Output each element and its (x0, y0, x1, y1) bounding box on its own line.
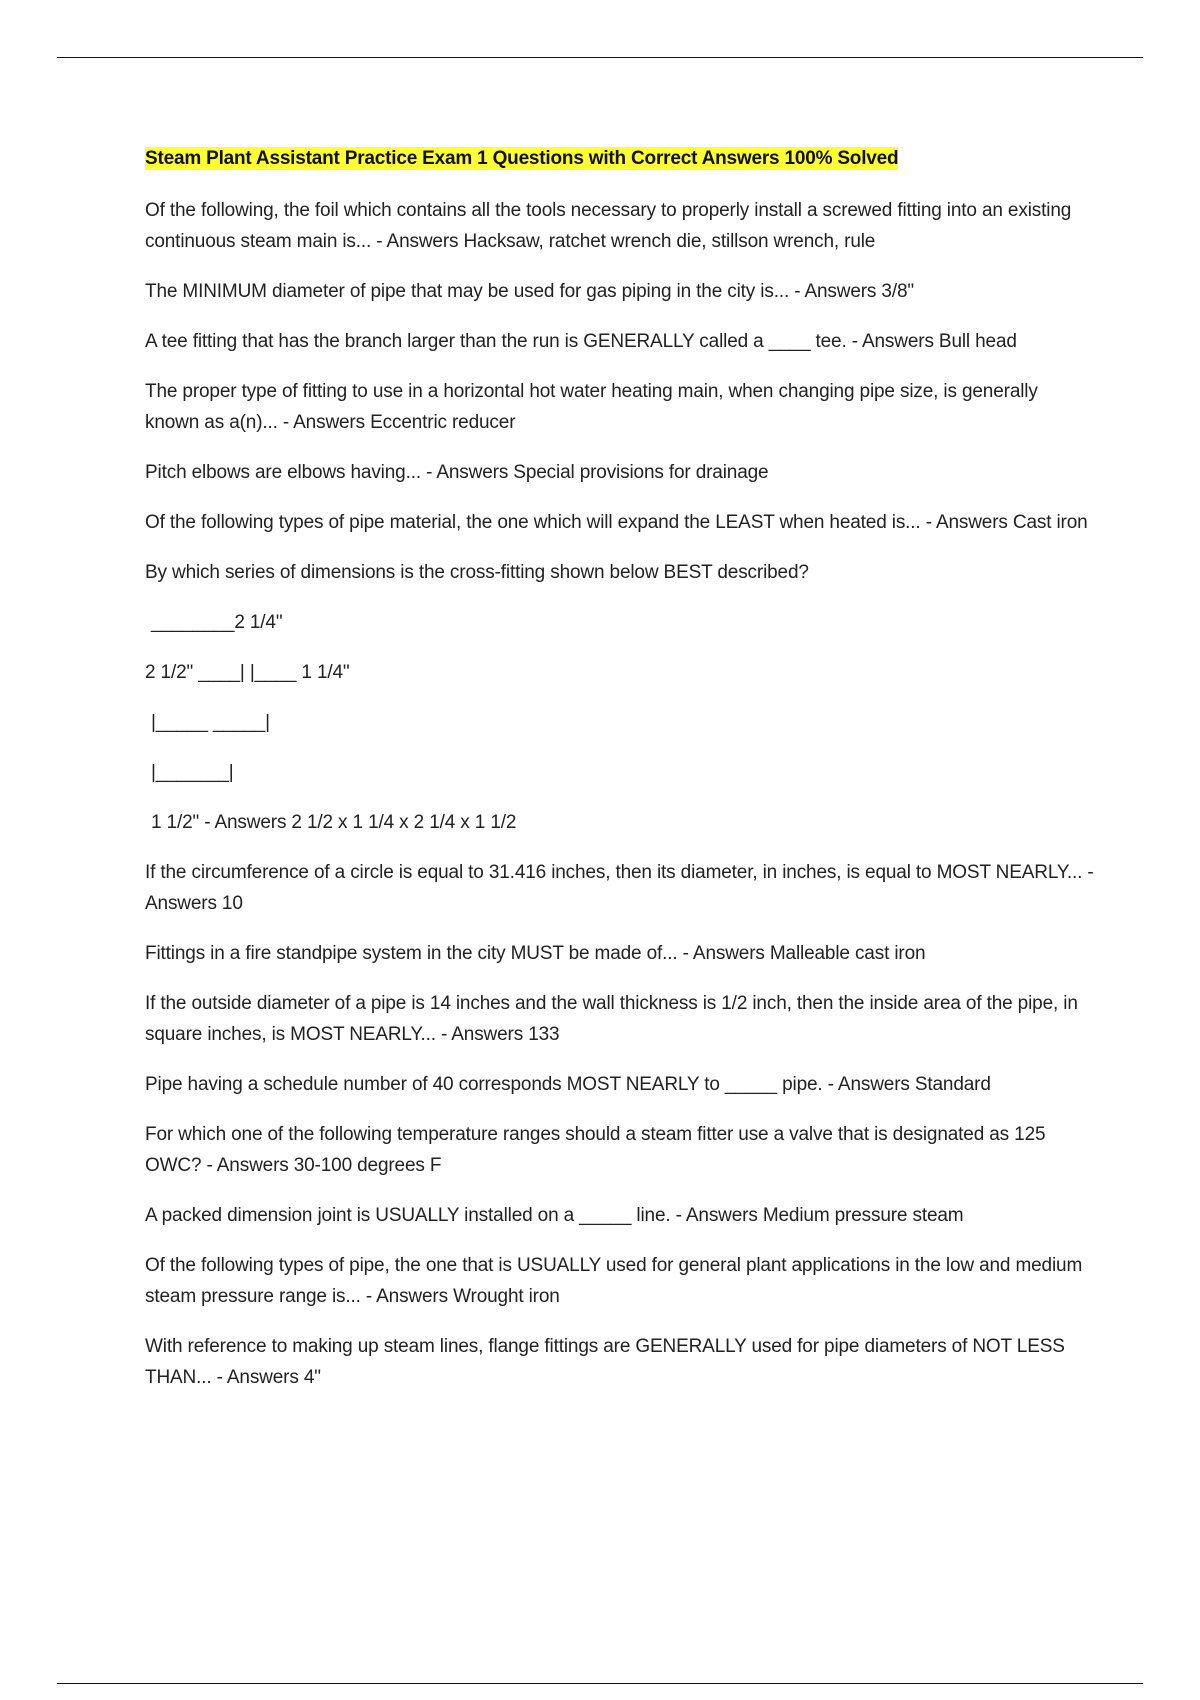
document-body (145, 145, 1095, 1412)
question-gas-pipe-diameter: The MINIMUM diameter of pipe that may be used for gas piping in the city is... - Answers 3/8" (145, 281, 914, 302)
question-pipe-expansion: Of the following types of pipe material, the one which will expand the LEAST when heated is... - Answers Cast iron (145, 512, 1088, 533)
document-title: Steam Plant Assistant Practice Exam 1 Questions with Correct Answers 100% Solved (145, 148, 899, 169)
title-line (145, 145, 1095, 173)
question-hot-water-fitting: The proper type of fitting to use in a horizontal hot water heating main, when changing pipe size, is generally known as a(n)... - Answers Eccentric reducer (145, 381, 1038, 433)
question-standpipe-fittings: Fittings in a fire standpipe system in the city MUST be made of... - Answers Malleable cast iron (145, 943, 926, 964)
question-valve-125-owc: For which one of the following temperature ranges should a steam fitter use a valve that is designated as 125 OWC? - Answers 30-100 degrees F (145, 1124, 1046, 1176)
question-inside-area: If the outside diameter of a pipe is 14 inches and the wall thickness is 1/2 inch, then the inside area of the pipe, in square inches, is MOST NEARLY... - Answers 133 (145, 993, 1078, 1045)
header-rule (57, 57, 1143, 58)
cross-fitting-diagram-line-2: 2 1/2" ____| |____ 1 1/4" (145, 662, 350, 683)
cross-fitting-answer: 1 1/2" - Answers 2 1/2 x 1 1/4 x 2 1/4 x 1 1/2 (151, 812, 517, 833)
question-tee-fitting: A tee fitting that has the branch larger than the run is GENERALLY called a ____ tee. - Answers Bull head (145, 331, 1017, 352)
question-cross-fitting: By which series of dimensions is the cross-fitting shown below BEST described? (145, 562, 809, 583)
question-circumference: If the circumference of a circle is equal to 31.416 inches, then its diameter, in inches, is equal to MOST NEARLY... - Answers 10 (145, 862, 1094, 914)
question-schedule-40: Pipe having a schedule number of 40 corresponds MOST NEARLY to _____ pipe. - Answers Standard (145, 1074, 991, 1095)
question-packed-joint: A packed dimension joint is USUALLY installed on a _____ line. - Answers Medium pressure steam (145, 1205, 964, 1226)
cross-fitting-diagram-line-1: ________2 1/4" (151, 612, 283, 633)
question-flange-fittings: With reference to making up steam lines, flange fittings are GENERALLY used for pipe diameters of NOT LESS THAN... - Answers 4" (145, 1336, 1065, 1388)
question-plant-pipe: Of the following types of pipe, the one that is USUALLY used for general plant applications in the low and medium steam pressure range is... - Answers Wrought iron (145, 1255, 1083, 1307)
cross-fitting-diagram-line-4: |_______| (151, 762, 234, 783)
cross-fitting-diagram-line-3: |_____ _____| (151, 712, 270, 733)
footer-rule (57, 1683, 1143, 1684)
question-pitch-elbows: Pitch elbows are elbows having... - Answers Special provisions for drainage (145, 462, 769, 483)
question-tools: Of the following, the foil which contains all the tools necessary to properly install a screwed fitting into an existing continuous steam main is... - Answers Hacksaw, ratchet wrench die, stillson wrench, rule (145, 200, 1072, 252)
